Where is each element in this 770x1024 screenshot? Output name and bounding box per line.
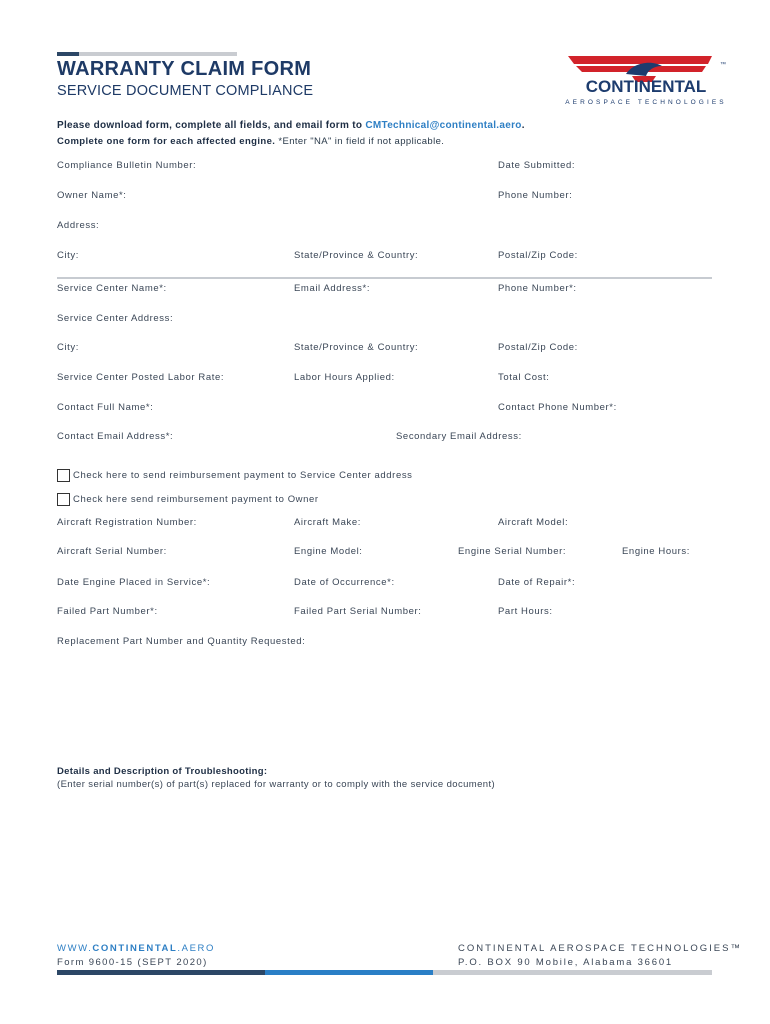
service-center-city-field[interactable]: City: (57, 342, 79, 353)
aircraft-model-field[interactable]: Aircraft Model: (498, 517, 569, 528)
service-center-phone-field[interactable]: Phone Number*: (498, 283, 577, 294)
compliance-bulletin-field[interactable]: Compliance Bulletin Number: (57, 160, 197, 171)
pay-owner-label: Check here send reimbursement payment to Owner (73, 494, 319, 505)
part-hours-field[interactable]: Part Hours: (498, 606, 553, 617)
footer-address: P.O. BOX 90 Mobile, Alabama 36601 (458, 957, 674, 968)
pay-service-center-label: Check here to send reimbursement payment to Service Center address (73, 470, 413, 481)
contact-name-field[interactable]: Contact Full Name*: (57, 402, 154, 413)
service-center-email-field[interactable]: Email Address*: (294, 283, 371, 294)
owner-postal-field[interactable]: Postal/Zip Code: (498, 250, 578, 261)
owner-state-country-field[interactable]: State/Province & Country: (294, 250, 419, 261)
aircraft-make-field[interactable]: Aircraft Make: (294, 517, 361, 528)
details-note: (Enter serial number(s) of part(s) replaced for warranty or to comply with the service document) (57, 779, 496, 790)
continental-logo (562, 52, 730, 108)
date-occurrence-field[interactable]: Date of Occurrence*: (294, 577, 395, 588)
labor-rate-field[interactable]: Service Center Posted Labor Rate: (57, 372, 225, 383)
instructions-line-1: Please download form, complete all fields, and email form to CMTechnical@continental.aero. (57, 120, 525, 131)
engine-hours-field[interactable]: Engine Hours: (622, 546, 691, 557)
contact-email-field[interactable]: Contact Email Address*: (57, 431, 174, 442)
footer-form-number: Form 9600-15 (SEPT 2020) (57, 957, 208, 968)
replacement-part-field[interactable]: Replacement Part Number and Quantity Requested: (57, 636, 306, 647)
service-center-address-field[interactable]: Service Center Address: (57, 313, 174, 324)
engine-serial-field[interactable]: Engine Serial Number: (458, 546, 567, 557)
date-submitted-field[interactable]: Date Submitted: (498, 160, 576, 171)
date-repair-field[interactable]: Date of Repair*: (498, 577, 576, 588)
section-divider (57, 277, 712, 279)
owner-name-field[interactable]: Owner Name*: (57, 190, 127, 201)
instructions-line-2: Complete one form for each affected engine. *Enter "NA" in field if not applicable. (57, 136, 445, 147)
logo-tagline: AEROSPACE TECHNOLOGIES (565, 99, 727, 106)
form-subtitle: SERVICE DOCUMENT COMPLIANCE (57, 83, 314, 99)
pay-service-center-option[interactable] (57, 469, 413, 482)
details-title: Details and Description of Troubleshooting: (57, 766, 268, 777)
engine-model-field[interactable]: Engine Model: (294, 546, 363, 557)
header-accent-bar (57, 52, 237, 56)
pay-service-center-checkbox[interactable] (57, 469, 70, 482)
pay-owner-checkbox[interactable] (57, 493, 70, 506)
footer-company-name: CONTINENTAL AEROSPACE TECHNOLOGIES™ (458, 943, 742, 954)
logo-tm: ™ (720, 62, 726, 68)
failed-part-number-field[interactable]: Failed Part Number*: (57, 606, 158, 617)
pay-owner-option[interactable] (57, 493, 319, 506)
labor-hours-field[interactable]: Labor Hours Applied: (294, 372, 395, 383)
aircraft-registration-field[interactable]: Aircraft Registration Number: (57, 517, 197, 528)
owner-city-field[interactable]: City: (57, 250, 79, 261)
service-center-name-field[interactable]: Service Center Name*: (57, 283, 167, 294)
service-center-state-country-field[interactable]: State/Province & Country: (294, 342, 419, 353)
failed-part-serial-field[interactable]: Failed Part Serial Number: (294, 606, 422, 617)
footer-accent-bar (57, 970, 712, 975)
contact-phone-field[interactable]: Contact Phone Number*: (498, 402, 617, 413)
secondary-email-field[interactable]: Secondary Email Address: (396, 431, 522, 442)
owner-phone-field[interactable]: Phone Number: (498, 190, 573, 201)
form-title: WARRANTY CLAIM FORM (57, 58, 312, 80)
email-link[interactable]: CMTechnical@continental.aero (365, 120, 522, 131)
date-engine-placed-field[interactable]: Date Engine Placed in Service*: (57, 577, 211, 588)
footer-website-link[interactable]: WWW.CONTINENTAL.AERO (57, 943, 215, 954)
service-center-postal-field[interactable]: Postal/Zip Code: (498, 342, 578, 353)
logo-text: CONTINENTAL (585, 77, 707, 96)
owner-address-field[interactable]: Address: (57, 220, 100, 231)
total-cost-field[interactable]: Total Cost: (498, 372, 550, 383)
aircraft-serial-field[interactable]: Aircraft Serial Number: (57, 546, 167, 557)
